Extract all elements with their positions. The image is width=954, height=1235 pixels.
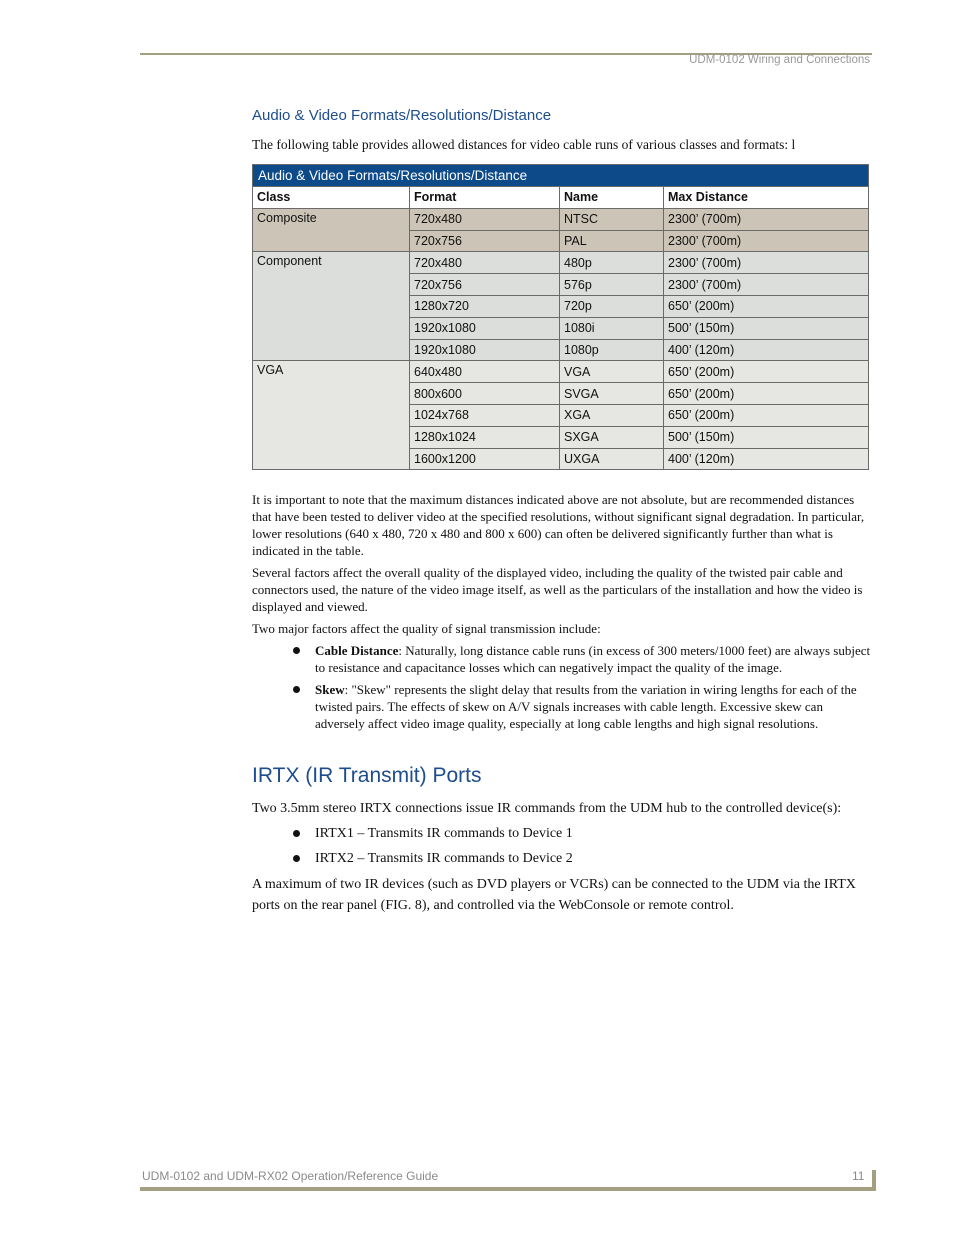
irtx-list — [252, 823, 872, 873]
irtx-item: IRTX2 – Transmits IR commands to Device 2 — [315, 851, 573, 866]
notes-block — [252, 491, 872, 637]
irtx-heading: IRTX (IR Transmit) Ports — [252, 764, 482, 787]
factor-term: Skew — [315, 682, 345, 697]
formats-table — [252, 164, 869, 470]
cell-name: SVGA — [560, 383, 664, 405]
cell-max-distance: 2300’ (700m) — [664, 252, 869, 274]
cell-name: 480p — [560, 252, 664, 274]
cell-name: 1080i — [560, 317, 664, 339]
cell-format: 720x480 — [410, 208, 560, 230]
cell-name: 1080p — [560, 339, 664, 361]
cell-max-distance: 2300’ (700m) — [664, 208, 869, 230]
factor-term: Cable Distance — [315, 643, 399, 658]
cell-name: XGA — [560, 404, 664, 426]
cell-max-distance: 2300’ (700m) — [664, 230, 869, 252]
section-heading: Audio & Video Formats/Resolutions/Distance — [252, 107, 552, 124]
col-header-name: Name — [560, 187, 664, 209]
cell-max-distance: 400’ (120m) — [664, 448, 869, 470]
col-header-class: Class — [253, 187, 410, 209]
cell-format: 720x756 — [410, 274, 560, 296]
footer-title: UDM-0102 and UDM-RX02 Operation/Reference Guide — [142, 1169, 439, 1183]
list-item — [252, 848, 872, 869]
cell-class: Component — [253, 252, 410, 361]
table-row — [253, 252, 869, 274]
cell-format: 800x600 — [410, 383, 560, 405]
irtx-intro: Two 3.5mm stereo IRTX connections issue IR commands from the UDM hub to the controlled device(s): — [252, 801, 842, 816]
cell-name: 576p — [560, 274, 664, 296]
cell-class: VGA — [253, 361, 410, 470]
cell-name: SXGA — [560, 426, 664, 448]
table-caption: Audio & Video Formats/Resolutions/Distance — [253, 165, 869, 187]
page-number: 11 — [852, 1169, 865, 1183]
cell-format: 720x756 — [410, 230, 560, 252]
cell-format: 1280x720 — [410, 295, 560, 317]
table-row — [253, 361, 869, 383]
list-item — [252, 681, 872, 732]
cell-max-distance: 500’ (150m) — [664, 426, 869, 448]
factor-list — [252, 642, 872, 737]
cell-name: UXGA — [560, 448, 664, 470]
cell-max-distance: 400’ (120m) — [664, 339, 869, 361]
cell-format: 1024x768 — [410, 404, 560, 426]
cell-format: 640x480 — [410, 361, 560, 383]
table-intro: The following table provides allowed distances for video cable runs of various classes and formats: l — [252, 137, 796, 152]
paragraph-distances: It is important to note that the maximum distances indicated above are not absolute, but are recommended distances that have been tested to deliver video at the specified resolutions, without significant signal degradation. In particular, lower resolutions (640 x 480, 720 x 480 and 800 x 600) can often be delivered significantly further than what is indicated in the table. — [252, 492, 865, 558]
col-header-format: Format — [410, 187, 560, 209]
irtx-closing: A maximum of two IR devices (such as DVD players or VCRs) can be connected to the UDM via the IRTX ports on the rear panel (FIG. 8), and controlled via the WebConsole or remote control. — [252, 877, 856, 913]
irtx-item: IRTX1 – Transmits IR commands to Device 1 — [315, 826, 573, 841]
cell-max-distance: 500’ (150m) — [664, 317, 869, 339]
bullet-icon — [293, 686, 300, 693]
cell-class: Composite — [253, 208, 410, 252]
bullet-icon — [293, 647, 300, 654]
running-header: UDM-0102 Wiring and Connections — [689, 54, 870, 66]
col-header-max-distance: Max Distance — [664, 187, 869, 209]
cell-max-distance: 650’ (200m) — [664, 383, 869, 405]
cell-name: PAL — [560, 230, 664, 252]
cell-format: 1280x1024 — [410, 426, 560, 448]
cell-max-distance: 650’ (200m) — [664, 404, 869, 426]
list-item — [252, 823, 872, 844]
table-row — [253, 208, 869, 230]
cell-format: 720x480 — [410, 252, 560, 274]
table-body — [253, 208, 869, 470]
cell-format: 1920x1080 — [410, 317, 560, 339]
cell-format: 1600x1200 — [410, 448, 560, 470]
footer-rule — [140, 1187, 876, 1191]
factor-text: : Naturally, long distance cable runs (in excess of 300 meters/1000 feet) are always subject to resistance and capacitance losses which can negatively impact the quality of the image. — [315, 643, 871, 675]
bullet-icon — [293, 855, 300, 862]
paragraph-factors: Several factors affect the overall quality of the displayed video, including the quality of the twisted pair cable and connectors used, the nature of the video image itself, as well as the particulars of the installation and how the video is displayed and viewed. — [252, 565, 863, 614]
cell-format: 1920x1080 — [410, 339, 560, 361]
cell-max-distance: 2300’ (700m) — [664, 274, 869, 296]
list-item — [252, 642, 872, 676]
cell-name: NTSC — [560, 208, 664, 230]
cell-max-distance: 650’ (200m) — [664, 295, 869, 317]
bullet-icon — [293, 830, 300, 837]
paragraph-major-factors: Two major factors affect the quality of signal transmission include: — [252, 621, 601, 636]
cell-name: VGA — [560, 361, 664, 383]
factor-text: : "Skew" represents the slight delay that results from the variation in wiring lengths for each of the twisted pairs. The effects of skew on A/V signals increases with cable length. Excessive skew can adversely affect video image quality, especially at long cable lengths and high signal resolutions. — [315, 682, 857, 731]
cell-name: 720p — [560, 295, 664, 317]
cell-max-distance: 650’ (200m) — [664, 361, 869, 383]
